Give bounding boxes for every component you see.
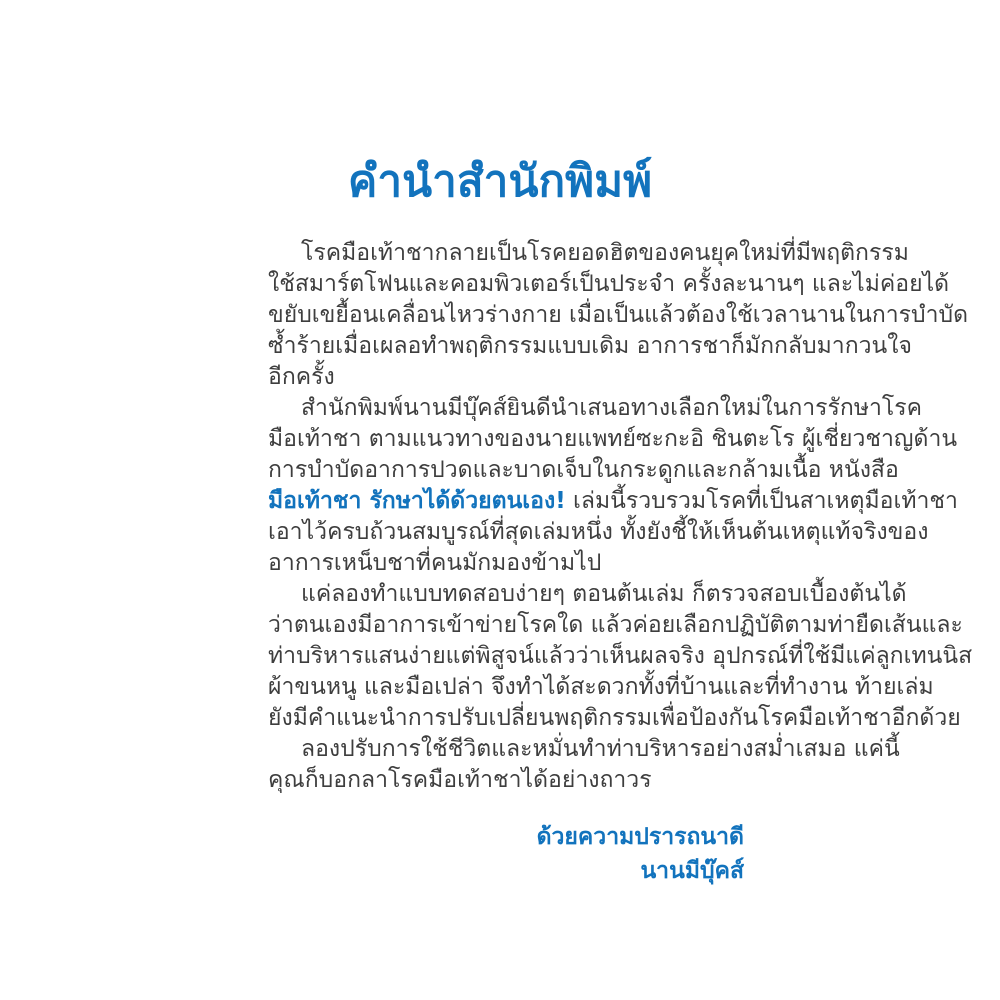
- signature-publisher: นานมีบุ๊คส์: [640, 858, 744, 884]
- text-line: คุณก็บอกลาโรคมือเท้าชาได้อย่างถาวร: [268, 767, 652, 793]
- text-line: แค่ลองทำแบบทดสอบง่ายๆ ตอนต้นเล่ม ก็ตรวจสอบเบื้องต้นได้: [301, 581, 907, 607]
- text-line: ว่าตนเองมีอาการเข้าข่ายโรคใด แล้วค่อยเลือกปฏิบัติตามท่ายืดเส้นและ: [268, 612, 963, 638]
- text-line: สำนักพิมพ์นานมีบุ๊คส์ยินดีนำเสนอทางเลือกใหม่ในการรักษาโรค: [301, 395, 922, 421]
- text-line: อาการเหน็บชาที่คนมักมองข้ามไป: [268, 550, 602, 576]
- text-line: ขยับเขยื้อนเคลื่อนไหวร่างกาย เมื่อเป็นแล้วต้องใช้เวลานานในการบำบัด: [268, 302, 969, 328]
- text-line: ผ้าขนหนู และมือเปล่า จึงทำได้สะดวกทั้งที่บ้านและที่ทำงาน ท้ายเล่ม: [268, 674, 934, 700]
- text-line: เอาไว้ครบถ้วนสมบูรณ์ที่สุดเล่มหนึ่ง ทั้งยังชี้ให้เห็นต้นเหตุแท้จริงของ: [268, 519, 929, 545]
- page-title: คำนำสำนักพิมพ์: [347, 156, 653, 207]
- text-line: ซ้ำร้ายเมื่อเผลอทำพฤติกรรมแบบเดิม อาการชาก็มักกลับมากวนใจ: [268, 333, 912, 359]
- signature-closing: ด้วยความปรารถนาดี: [536, 824, 744, 850]
- text-line: ลองปรับการใช้ชีวิตและหมั่นทำท่าบริหารอย่างสม่ำเสมอ แค่นี้: [301, 736, 900, 762]
- paragraph-4: [268, 734, 900, 796]
- signature-block: [268, 820, 744, 888]
- text-line: โรคมือเท้าชากลายเป็นโรคยอดฮิตของคนยุคใหม่ที่มีพฤติกรรม: [301, 240, 909, 266]
- book-title-highlight: มือเท้าชา รักษาได้ด้วยตนเอง!: [268, 488, 566, 514]
- text-line: มือเท้าชา ตามแนวทางของนายแพทย์ซะกะอิ ชินตะโร ผู้เชี่ยวชาญด้าน: [268, 426, 958, 452]
- text-line: ท่าบริหารแสนง่ายแต่พิสูจน์แล้วว่าเห็นผลจริง อุปกรณ์ที่ใช้มีแค่ลูกเทนนิส: [268, 643, 973, 669]
- paragraph-2: [268, 393, 958, 579]
- text-line: [268, 486, 958, 517]
- text-line: อีกครั้ง: [268, 364, 335, 390]
- text-line: ยังมีคำแนะนำการปรับเปลี่ยนพฤติกรรมเพื่อป้องกันโรคมือเท้าชาอีกด้วย: [268, 705, 961, 731]
- paragraph-1: [268, 238, 969, 393]
- paragraph-3: [268, 579, 973, 734]
- preface-body: [268, 238, 973, 796]
- text-segment: เล่มนี้รวบรวมโรคที่เป็นสาเหตุมือเท้าชา: [565, 488, 958, 514]
- text-line: การบำบัดอาการปวดและบาดเจ็บในกระดูกและกล้ามเนื้อ หนังสือ: [268, 457, 899, 483]
- text-line: ใช้สมาร์ตโฟนและคอมพิวเตอร์เป็นประจำ ครั้งละนานๆ และไม่ค่อยได้: [268, 271, 950, 297]
